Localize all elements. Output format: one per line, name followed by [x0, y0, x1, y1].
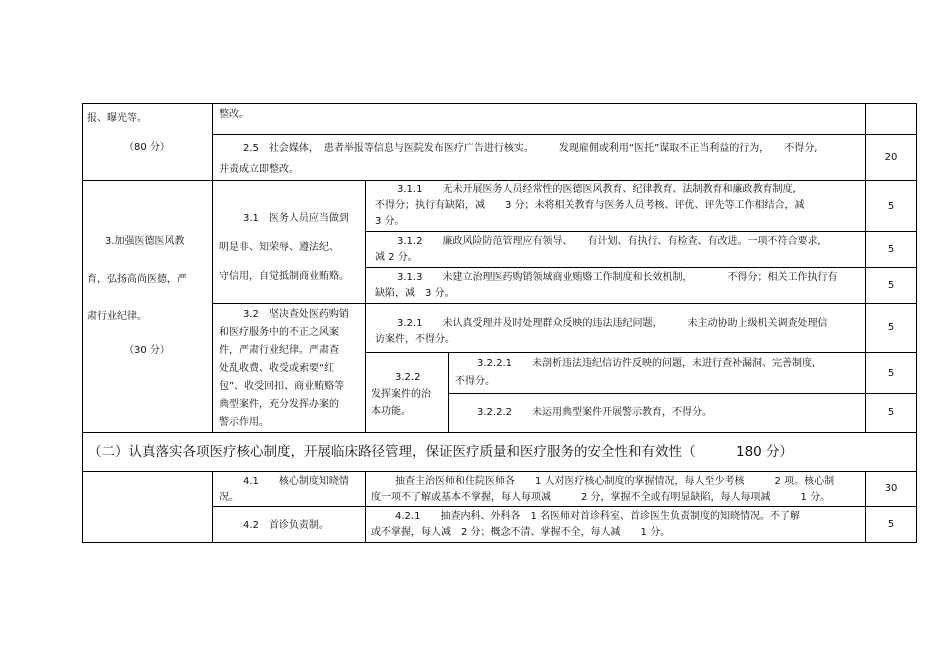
- section2-heading: （二）认真落实各项医疗核心制度，开展临床路径管理，保证医疗质量和医疗服务的安全性和有效性（ 180 分）: [88, 444, 794, 460]
- i313-line-2: 缺陷，减 3 分。: [375, 288, 455, 299]
- i311-line-1: 3.1.1 无未开展医务人员经常性的医德医风教育、纪律教育、法制教育和廉政教育制度,: [397, 184, 796, 195]
- score-3221: 5: [887, 368, 895, 379]
- i41-line-2: 度一项不了解或基本不掌握，每人每项减 2 分，掌握不全或有明显缺陷，每人每项减 1 分。: [371, 492, 831, 503]
- i421-line-1: 4.2.1 抽查内科、外科各 1 名医师对首诊科室、首诊医生负责制度的知晓情况。不了解: [395, 511, 800, 522]
- i311-line-3: 3 分。: [375, 216, 405, 227]
- s322-line-2: 发挥案件的治: [371, 389, 431, 400]
- row-top-left-text-1: 报、曝光等。: [87, 113, 147, 124]
- i312-line-2: 减 2 分。: [375, 252, 418, 263]
- score-321: 5: [887, 322, 895, 333]
- i421-line-2: 或不掌握，每人减 2 分；概念不清、掌握不全，每人减 1 分。: [371, 527, 671, 538]
- s322-line-3: 本功能。: [371, 406, 411, 417]
- s41-line-1: 4.1 核心制度知晓情: [243, 476, 349, 487]
- i313-line-1: 3.1.3 未建立治理医药购销领域商业贿赂工作制度和长效机制， 不得分；相关工作执行有: [397, 272, 838, 283]
- block3-title-line-2: 育，弘扬高尚医德，严: [87, 274, 187, 285]
- i321-line-2: 访案件，不得分。: [375, 334, 455, 345]
- score-312: 5: [887, 244, 895, 255]
- s32-line-5: 包”、收受回扣、商业贿赂等: [219, 381, 345, 392]
- s32-line-6: 典型案件，充分发挥办案的: [219, 399, 339, 410]
- i3221-line-2: 不得分。: [455, 376, 495, 387]
- score-41: 30: [884, 483, 898, 494]
- cell-block4-left: [82, 471, 213, 543]
- s32-line-2: 和医疗服务中的不正之风案: [219, 327, 339, 338]
- row-top-score: 20: [884, 152, 898, 163]
- s32-line-1: 3.2 坚决查处医药购销: [243, 309, 349, 320]
- cell-score-top-a: [865, 103, 917, 135]
- score-42: 5: [887, 519, 895, 530]
- i312-line-1: 3.1.2 廉政风险防范管理应有领导、 有计划、有执行、有检查、有改进。一项不符合要求,: [397, 236, 821, 247]
- row-top-para-2-line-1: 2.5 社会媒体， 患者举报等信息与医院发布医疗广告进行核实。 发现雇佣或利用“医托”谋取不正当利益的行为， 不得分,: [243, 143, 818, 154]
- i3221-line-1: 3.2.2.1 未剖析违法违纪信访件反映的问题，未进行查补漏洞、完善制度,: [477, 358, 816, 369]
- block3-title-line-1: 3.加强医德医风教: [105, 236, 185, 247]
- row-top-para-1: 整改。: [219, 109, 249, 120]
- row-top-left-score: （80 分）: [124, 142, 170, 153]
- i321-line-1: 3.2.1 未认真受理并及时处理群众反映的违法违纪问题， 未主动协助上级机关调查处理信: [397, 318, 828, 329]
- cell-block3-title: [82, 180, 213, 433]
- i41-line-1: 抽查主治医师和住院医师各 1 人对医疗核心制度的掌握情况，每人至少考核 2 项。核心制: [395, 476, 835, 487]
- i311-line-2: 不得分；执行有缺陷，减 3 分；未将相关教育与医务人员考核、评优、评先等工作相结合，减: [375, 200, 805, 211]
- s32-line-7: 警示作用。: [219, 417, 269, 428]
- s32-line-4: 处乱收费、收受或索要“红: [219, 363, 335, 374]
- block3-title-line-3: 肃行业纪律。: [87, 311, 147, 322]
- row-top-para-2-line-2: 并责成立即整改。: [219, 164, 299, 175]
- cell-content-top-a: [212, 103, 866, 135]
- s31-line-3: 守信用，自觉抵制商业贿赂。: [219, 271, 349, 282]
- block3-title-score: （30 分）: [124, 345, 170, 356]
- i3222-line: 3.2.2.2 未运用典型案件开展警示教育，不得分。: [477, 407, 712, 418]
- s31-line-2: 明是非、知荣辱、遵法纪、: [219, 242, 339, 253]
- s31-line-1: 3.1 医务人员应当做到: [243, 213, 349, 224]
- score-311: 5: [887, 201, 895, 212]
- score-313: 5: [887, 280, 895, 291]
- s32-line-3: 件，严肃行业纪律。严肃查: [219, 345, 339, 356]
- s322-line-1: 3.2.2: [395, 372, 421, 383]
- score-3222: 5: [887, 407, 895, 418]
- s42-line: 4.2 首诊负责制。: [243, 520, 329, 531]
- s41-line-2: 况。: [219, 492, 239, 503]
